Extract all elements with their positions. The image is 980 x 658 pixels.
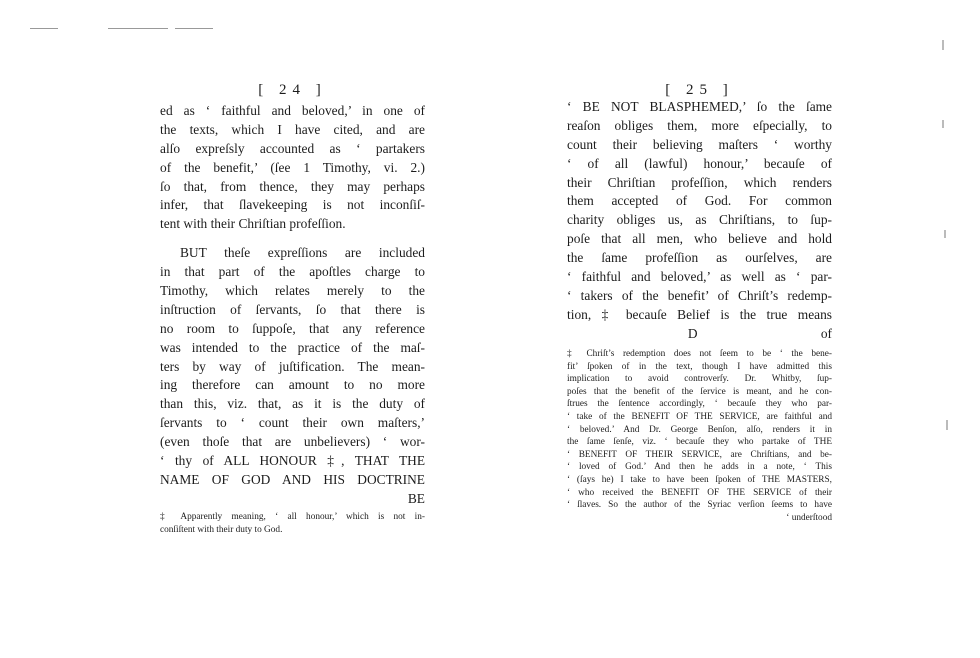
footnote-line: ‘ BENEFIT OF THEIR SERVICE, are Chriſtians, and be- <box>567 449 832 460</box>
footnote-line: ‘ loved of God.’ And then he adds in a note, ‘ This <box>567 462 832 473</box>
footnote-line: ‡ Apparently meaning, ‘ all honour,’ which is not in- <box>160 512 425 522</box>
footnote-line: ‘ who received the BENEFIT OF THE SERVICE of their <box>567 487 832 498</box>
text-line: than this, viz. that, as it is the duty of <box>160 396 425 412</box>
text-line: in that part of the apoſtles charge to <box>160 264 425 280</box>
footnote-line: the ſame ſenſe, viz. ‘ becauſe they who partake of THE <box>567 437 832 448</box>
footnote-line: ‘ beloved.’ And Dr. George Benſon, alſo, renders it in <box>567 424 832 435</box>
text-line: ‘ thy of ALL HONOUR ‡, THAT THE <box>160 453 425 469</box>
text-line: their Chriſtian profeſſion, which renders <box>567 174 832 190</box>
footnote-line: fit’ ſpoken of in the text, though I have admitted this <box>567 361 832 372</box>
scan-artifact-edge <box>942 120 944 128</box>
text-line: (even thoſe that are unbelievers) ‘ wor- <box>160 434 425 450</box>
text-line: count their believing maſters ‘ worthy <box>567 136 832 152</box>
scan-artifact-edge <box>946 420 948 430</box>
signature-and-catchword: D of <box>687 325 832 341</box>
text-line: BUT theſe expreſſions are included <box>180 245 425 261</box>
footnote-catchword: ‘ underſtood <box>786 512 832 523</box>
text-line: alſo expreſsly accounted as ‘ partakers <box>160 140 425 156</box>
text-line: ‘ of all (lawful) honour,’ becauſe of <box>567 155 832 171</box>
scan-artifact-line <box>108 28 168 29</box>
footnote-line: ſtrues the ſentence accordingly, ‘ becauſe they who par- <box>567 399 832 410</box>
page-number: [ 24 ] <box>258 82 327 98</box>
paragraph-gap <box>160 234 425 244</box>
text-line: charity obliges us, as Chriſtians, to ſup- <box>567 212 832 228</box>
footnote-line: ‘ take of the BENEFIT OF THE SERVICE, are faithful and <box>567 411 832 422</box>
text-line: of the benefit,’ (ſee 1 Timothy, vi. 2.) <box>160 159 425 175</box>
text-line: inſtruction of ſervants, ſo that there is <box>160 301 425 317</box>
scan-artifact-edge <box>942 40 944 50</box>
scan-artifact-line <box>30 28 58 29</box>
footnote-line: ‡ Chriſt’s redemption does not ſeem to be ‘ the bene- <box>567 349 832 359</box>
text-line: ed as ‘ faithful and beloved,’ in one of <box>160 103 425 118</box>
text-line: was intended to the practice of the maſ- <box>160 339 425 355</box>
text-line: reaſon obliges them, more eſpecially, to <box>567 117 832 133</box>
text-line: tion, ‡ becauſe Belief is the true means <box>567 306 832 322</box>
text-line: poſe that all men, who believe and hold <box>567 231 832 247</box>
footnote-line: conſiſtent with their duty to God. <box>160 524 283 535</box>
footnote <box>567 348 832 524</box>
text-line: ſo that, from thence, they may perhaps <box>160 178 425 194</box>
text-line: no room to ſuppoſe, that any reference <box>160 320 425 336</box>
scan-artifact-line <box>175 28 213 29</box>
text-line: ‘ faithful and beloved,’ as well as ‘ par- <box>567 269 832 285</box>
footnote-line: implication to avoid controverſy. Dr. Whitby, ſup- <box>567 374 832 385</box>
text-line: ‘ takers of the benefit’ of Chriſt’s redemp- <box>567 287 832 303</box>
text-line: ing therefore can amount to no more <box>160 377 425 393</box>
text-line: ters by way of juſtification. The mean- <box>160 358 425 374</box>
text-line: the ſame profeſſion as ourſelves, are <box>567 250 832 266</box>
scan-artifact-edge <box>944 230 946 238</box>
text-line: ‘ BE NOT BLASPHEMED,’ ſo the ſame <box>567 99 832 114</box>
text-line: infer, that ſlavekeeping is not inconſiſ- <box>160 197 425 213</box>
footnote-line: poſes that the benefit of the ſervice is meant, and he con- <box>567 386 832 397</box>
footnote-line: ‘ ſlaves. So the author of the Syriac verſion ſeems to have <box>567 500 832 511</box>
text-line: ſervants to ‘ count their own maſters,’ <box>160 415 425 431</box>
text-line: the texts, which I have cited, and are <box>160 121 425 137</box>
text-line: tent with their Chriſtian profeſſion. <box>160 216 346 232</box>
catchword: BE <box>407 490 425 506</box>
text-line: them accepted of God. For common <box>567 193 832 209</box>
body-text <box>160 102 425 509</box>
page-number: [ 25 ] <box>665 82 734 98</box>
text-line: NAME OF GOD AND HIS DOCTRINE <box>160 471 425 487</box>
footnote <box>160 511 425 536</box>
text-line: Timothy, which relates merely to the <box>160 283 425 299</box>
footnote-line: ‘ (ſays he) I take to have been ſpoken of THE MASTERS, <box>567 474 832 485</box>
body-text <box>567 98 832 344</box>
